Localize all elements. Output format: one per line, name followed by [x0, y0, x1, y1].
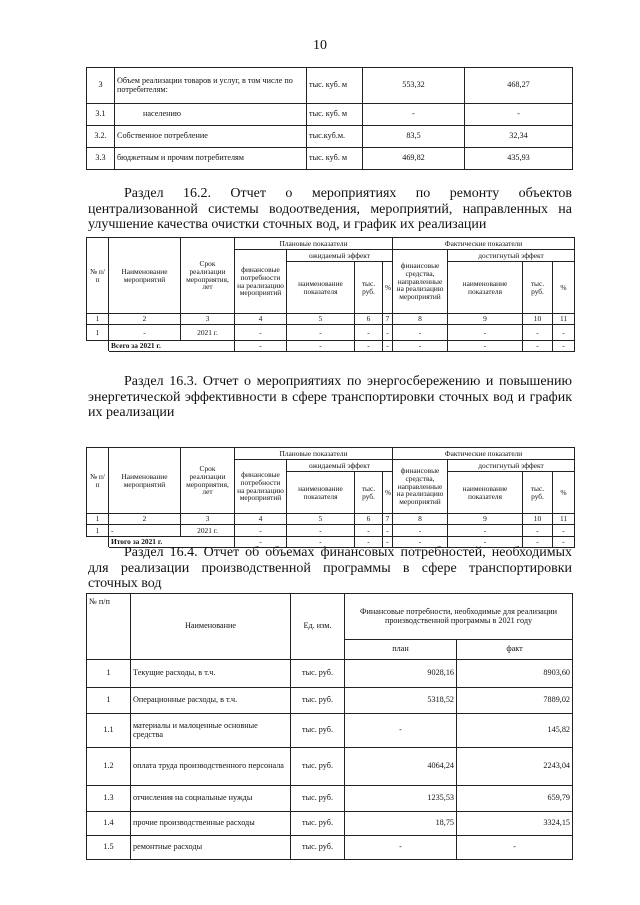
cell: -: [448, 525, 523, 537]
page-number: 10: [313, 38, 327, 53]
col-header-indicator: наименование показателя: [448, 262, 523, 314]
table-row: [87, 126, 573, 148]
col-number: 5: [287, 514, 355, 525]
row-plan: 1235,53: [345, 786, 457, 812]
col-header-fact: Фактические показатели: [393, 448, 575, 460]
row-unit: тыс.куб.м.: [307, 126, 363, 148]
column-numbers-row: [87, 314, 575, 325]
row-name: Операционные расходы, в т.ч.: [131, 688, 291, 714]
cell: -: [383, 341, 393, 352]
column-numbers-row: [87, 514, 575, 525]
cell: -: [235, 525, 287, 537]
cell: -: [355, 525, 383, 537]
row-unit: тыс. руб.: [291, 714, 345, 748]
cell: -: [235, 341, 287, 352]
row-fact: 659,79: [457, 786, 573, 812]
row-unit: тыс. руб.: [291, 836, 345, 860]
row-name: оплата труда производственного персонала: [131, 748, 291, 786]
col-header-thrub: тыс. руб.: [355, 472, 383, 514]
cell: -: [235, 537, 287, 548]
row-name: прочие производственные расходы: [131, 812, 291, 836]
row-name: населению: [115, 104, 307, 126]
row-plan: 4064,24: [345, 748, 457, 786]
row-value-fact: 468,27: [465, 68, 573, 104]
col-number: 3: [181, 514, 235, 525]
col-number: 8: [393, 514, 448, 525]
row-number: 3.2.: [87, 126, 115, 148]
cell: -: [448, 325, 523, 341]
row-number: 1.3: [87, 786, 131, 812]
col-number: 2: [109, 514, 181, 525]
col-number: 11: [553, 514, 575, 525]
col-header-expected: ожидаемый эффект: [287, 250, 393, 262]
col-header-achieved: достигнутый эффект: [448, 250, 575, 262]
cell: -: [523, 537, 553, 548]
col-header-term: Срок реализации мероприятия, лет: [181, 448, 235, 514]
col-number: 1: [87, 314, 109, 325]
cell: -: [109, 525, 181, 537]
row-number: 1.4: [87, 812, 131, 836]
col-header-fact: факт: [457, 640, 573, 660]
col-number: 9: [448, 314, 523, 325]
cell: -: [523, 341, 553, 352]
cell: -: [448, 341, 523, 352]
row-number: 3.3: [87, 148, 115, 170]
cell: -: [393, 525, 448, 537]
col-header-plan: Плановые показатели: [235, 448, 393, 460]
table-row: [87, 786, 573, 812]
col-header-name: Наименование мероприятий: [109, 448, 181, 514]
col-number: 2: [109, 314, 181, 325]
col-number: 4: [235, 514, 287, 525]
cell: 2021 г.: [181, 525, 235, 537]
cell: -: [383, 525, 393, 537]
row-plan: 5318,52: [345, 688, 457, 714]
row-fact: 2243,04: [457, 748, 573, 786]
total-label: Итого за 2021 г.: [109, 537, 235, 548]
cell: -: [235, 325, 287, 341]
row-unit: тыс. руб.: [291, 660, 345, 688]
section-16-2-heading: Раздел 16.2. Отчет о мероприятиях по ремонту объектов централизованной системы водоотведения, мероприятий, направленных на улучшение качества очистки сточных вод, и график их реализации: [88, 186, 572, 233]
table-row: [87, 148, 573, 170]
col-header-name: Наименование: [131, 594, 291, 660]
cell: -: [287, 537, 355, 548]
section-16-4-heading: Раздел 16.4. Отчет об объемах финансовых потребностей, необходимых для реализации производственной программы в сфере транспортировки сточных вод: [88, 545, 572, 592]
row-name: Текущие расходы, в т.ч.: [131, 660, 291, 688]
cell: -: [383, 537, 393, 548]
col-header-unit: Ед. изм.: [291, 594, 345, 660]
cell: -: [393, 325, 448, 341]
row-name: материалы и малоценные основные средства: [131, 714, 291, 748]
table-row: [87, 68, 573, 104]
cell: -: [393, 341, 448, 352]
row-number: 3: [87, 68, 115, 104]
row-plan: 9028,16: [345, 660, 457, 688]
section-16-3-heading: Раздел 16.3. Отчет о мероприятиях по энергосбережению и повышению энергетической эффективности в сфере транспортировки сточных вод и график их реализации: [88, 374, 572, 421]
col-number: 9: [448, 514, 523, 525]
cell: 2021 г.: [181, 325, 235, 341]
row-name: Собственное потребление: [115, 126, 307, 148]
col-number: 4: [235, 314, 287, 325]
cell: -: [523, 525, 553, 537]
volume-table: [86, 67, 573, 170]
col-header-achieved: достигнутый эффект: [448, 460, 575, 472]
row-name: бюджетным и прочим потребителям: [115, 148, 307, 170]
row-unit: тыс. куб. м: [307, 148, 363, 170]
cell: -: [109, 325, 181, 341]
row-number: 1: [87, 688, 131, 714]
row-name: Объем реализации товаров и услуг, в том числе по потребителям:: [115, 68, 307, 104]
row-fact: 8903,60: [457, 660, 573, 688]
cell: -: [448, 537, 523, 548]
col-number: 8: [393, 314, 448, 325]
col-header-num: № п/ п: [87, 238, 109, 314]
col-header-fin-spent: финансовые средства, направленные на реализацию мероприятий: [393, 460, 448, 514]
col-header-thrub: тыс. руб.: [523, 472, 553, 514]
row-unit: тыс. руб.: [291, 688, 345, 714]
cell: -: [287, 525, 355, 537]
row-plan: -: [345, 836, 457, 860]
col-header-fact: Фактические показатели: [393, 238, 575, 250]
row-unit: тыс. руб.: [291, 748, 345, 786]
col-header-expected: ожидаемый эффект: [287, 460, 393, 472]
cell: -: [553, 325, 575, 341]
row-plan: -: [345, 714, 457, 748]
row-name: отчисления на социальные нужды: [131, 786, 291, 812]
col-header-fin-need: финансовые потребности на реализацию мероприятий: [235, 460, 287, 514]
row-name: ремонтные расходы: [131, 836, 291, 860]
cell: -: [393, 537, 448, 548]
col-header-thrub: тыс. руб.: [355, 262, 383, 314]
row-fact: -: [457, 836, 573, 860]
cell: -: [383, 325, 393, 341]
col-number: 6: [355, 314, 383, 325]
col-header-indicator: наименование показателя: [287, 262, 355, 314]
row-number: 1.2: [87, 748, 131, 786]
row-number: 3.1: [87, 104, 115, 126]
col-number: 3: [181, 314, 235, 325]
col-header-pct: %: [383, 262, 393, 314]
row-number: 1.1: [87, 714, 131, 748]
row-value-fact: 32,34: [465, 126, 573, 148]
col-header-plan: план: [345, 640, 457, 660]
total-row: [87, 341, 575, 352]
col-header-fin: Финансовые потребности, необходимые для реализации производственной программы в 2021 году: [345, 594, 573, 640]
col-number: 10: [523, 514, 553, 525]
col-header-fin-need: финансовые потребности на реализацию мероприятий: [235, 250, 287, 314]
col-header-num: № п/п: [87, 594, 131, 660]
section-16-4-table: [86, 593, 573, 860]
row-value-fact: -: [465, 104, 573, 126]
col-number: 11: [553, 314, 575, 325]
row-fact: 7889,02: [457, 688, 573, 714]
row-unit: тыс. руб.: [291, 786, 345, 812]
cell: -: [553, 341, 575, 352]
cell: 1: [87, 525, 109, 537]
col-number: 7: [383, 514, 393, 525]
col-number: 5: [287, 314, 355, 325]
cell: -: [553, 525, 575, 537]
col-header-pct: %: [383, 472, 393, 514]
cell: -: [523, 325, 553, 341]
table-row: [87, 660, 573, 688]
row-value-fact: 435,93: [465, 148, 573, 170]
row-unit: тыс. руб.: [291, 812, 345, 836]
table-row: [87, 836, 573, 860]
table-row: [87, 525, 575, 537]
col-number: 10: [523, 314, 553, 325]
table-row: [87, 812, 573, 836]
row-unit: тыс. куб. м: [307, 104, 363, 126]
cell: -: [355, 325, 383, 341]
col-header-pct: %: [553, 472, 575, 514]
cell: -: [355, 537, 383, 548]
cell: -: [287, 325, 355, 341]
cell: -: [287, 341, 355, 352]
row-number: 1.5: [87, 836, 131, 860]
total-label: Всего за 2021 г.: [109, 341, 235, 352]
table-row: [87, 104, 573, 126]
row-value-plan: -: [363, 104, 465, 126]
row-number: 1: [87, 660, 131, 688]
col-header-indicator: наименование показателя: [287, 472, 355, 514]
table-row: [87, 714, 573, 748]
col-header-term: Срок реализации мероприятия, лет: [181, 238, 235, 314]
col-number: 6: [355, 514, 383, 525]
row-fact: 145,82: [457, 714, 573, 748]
row-value-plan: 83,5: [363, 126, 465, 148]
row-plan: 18,75: [345, 812, 457, 836]
col-header-name: Наименование мероприятий: [109, 238, 181, 314]
col-header-pct: %: [553, 262, 575, 314]
col-header-fin-spent: финансовые средства, направленные на реализацию мероприятий: [393, 250, 448, 314]
table-row: [87, 748, 573, 786]
col-header-indicator: наименование показателя: [448, 472, 523, 514]
row-value-plan: 553,32: [363, 68, 465, 104]
cell: -: [553, 537, 575, 548]
row-unit: тыс. куб. м: [307, 68, 363, 104]
col-header-thrub: тыс. руб.: [523, 262, 553, 314]
col-header-plan: Плановые показатели: [235, 238, 393, 250]
table-row: [87, 688, 573, 714]
cell: -: [355, 341, 383, 352]
section-16-2-table: [86, 237, 575, 352]
cell: 1: [87, 325, 109, 341]
col-number: 1: [87, 514, 109, 525]
col-number: 7: [383, 314, 393, 325]
row-fact: 3324,15: [457, 812, 573, 836]
section-16-3-table: [86, 447, 575, 548]
col-header-num: № п/ п: [87, 448, 109, 514]
row-value-plan: 469,82: [363, 148, 465, 170]
table-row: [87, 325, 575, 341]
